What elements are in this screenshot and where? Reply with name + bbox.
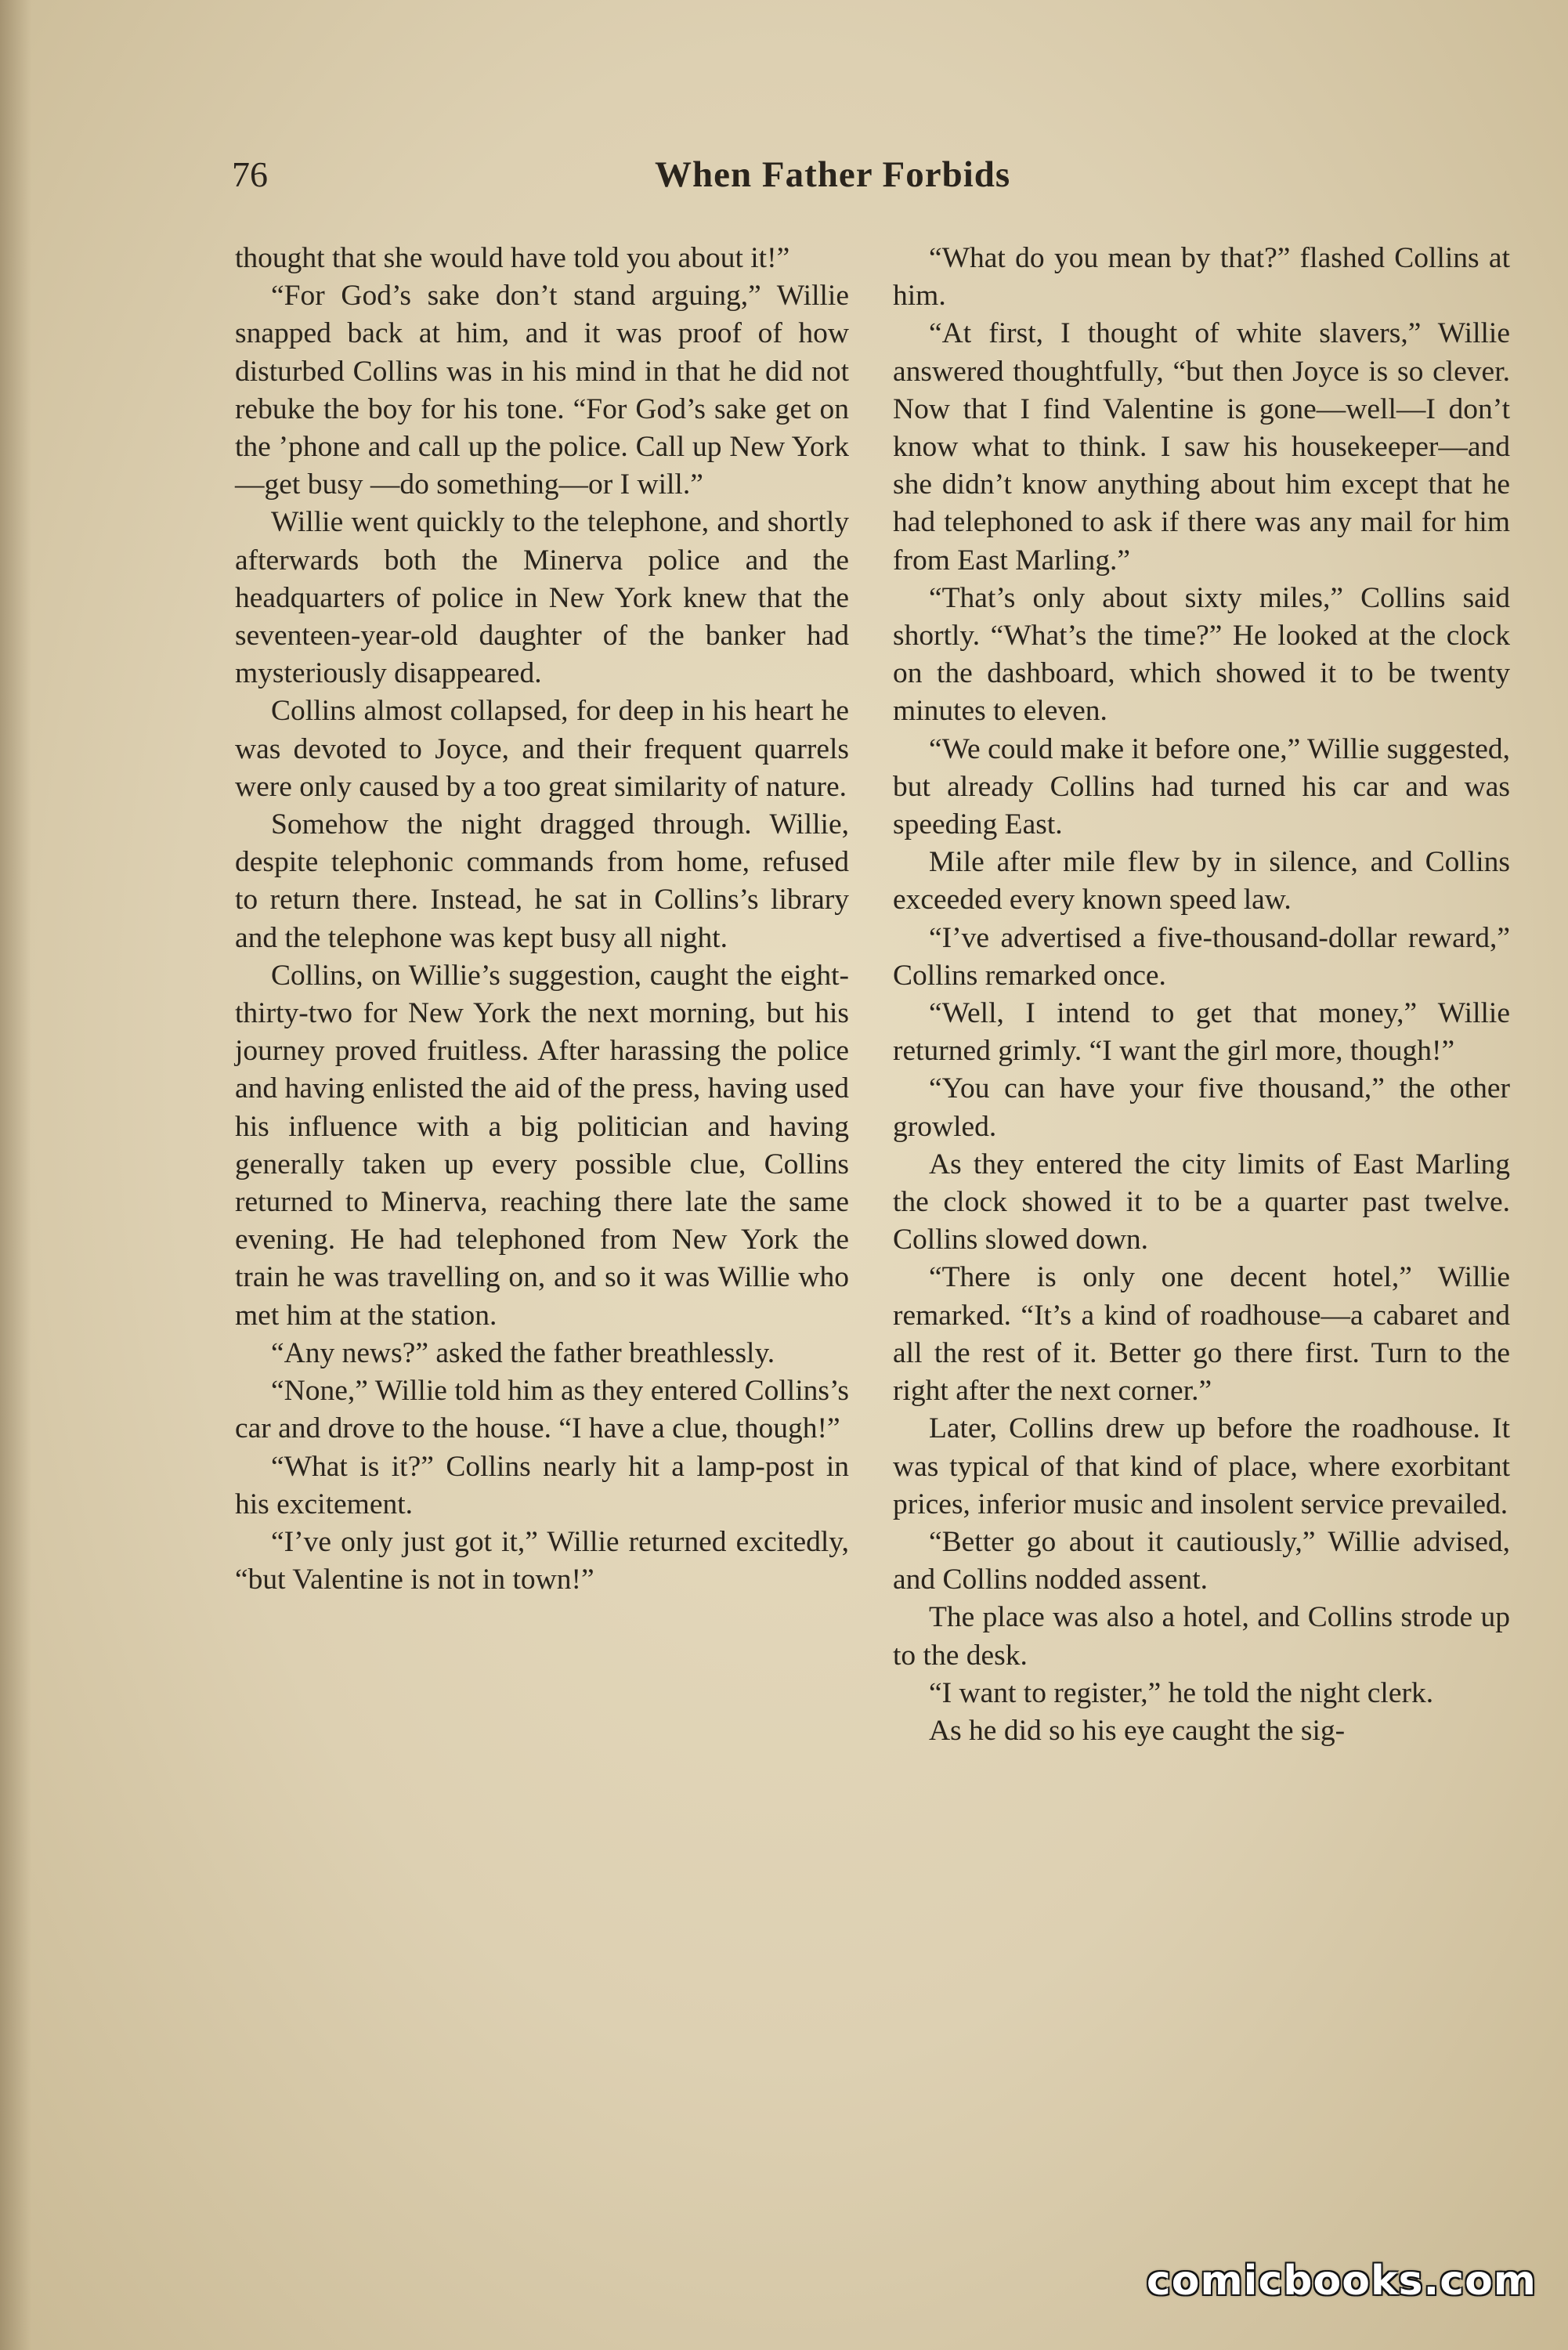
paragraph: Collins, on Willie’s suggestion, caught the eight-thirty-two for New York the next morning, but his journey proved fruitless. After harassing the police and having enlisted the aid of the press, having used his influence with a big politician and having generally taken up every possible clue, Collins returned to Minerva, reaching there late the same evening. He had telephoned from New York the train he was travelling on, and so it was Willie who met him at the station. (235, 959, 849, 1332)
paragraph: thought that she would have told you about it!” (235, 242, 790, 274)
paragraph: “I want to register,” he told the night clerk. (929, 1676, 1434, 1709)
paragraph: “Well, I intend to get that money,” Willie returned grimly. “I want the girl more, though!” (893, 997, 1510, 1068)
paragraph: Willie went quickly to the telephone, and shortly afterwards both the Minerva police and the headquarters of police in New York knew that the seventeen-year-old daughter of the banker had mysteriously disappeared. (235, 506, 849, 690)
left-column (235, 240, 849, 1599)
paragraph: Collins almost collapsed, for deep in his heart he was devoted to Joyce, and their frequent quarrels were only caused by a too great similarity of nature. (235, 695, 849, 803)
paragraph: Mile after mile flew by in silence, and Collins exceeded every known speed law. (893, 846, 1510, 916)
paragraph: “What is it?” Collins nearly hit a lamp-post in his excitement. (235, 1450, 849, 1520)
paragraph: “Better go about it cautiously,” Willie advised, and Collins nodded assent. (893, 1525, 1510, 1596)
paragraph: Later, Collins drew up before the roadhouse. It was typical of that kind of place, where exorbitant prices, inferior music and insolent service prevailed. (893, 1412, 1510, 1520)
page-header (232, 154, 1508, 208)
paragraph: “For God’s sake don’t stand arguing,” Willie snapped back at him, and it was proof of how disturbed Collins was in his mind in that he did not rebuke the boy for his tone. “For God’s sake get on the ’phone and call up the police. Call up New York—get busy —do something—or I will.” (235, 280, 849, 501)
paragraph: As they entered the city limits of East Marling the clock showed it to be a quarter past twelve. Collins slowed down. (893, 1148, 1510, 1256)
paragraph: As he did so his eye caught the sig- (929, 1714, 1346, 1747)
running-title: When Father Forbids (655, 154, 1011, 195)
paragraph: “I’ve only just got it,” Willie returned excitedly, “but Valentine is not in town!” (235, 1525, 849, 1596)
paragraph: “What do you mean by that?” flashed Collins at him. (893, 242, 1510, 313)
paragraph: Somehow the night dragged through. Willie, despite telephonic commands from home, refused to return there. Instead, he sat in Collins’s library and the telephone was kept busy all night. (235, 808, 849, 954)
paragraph: “That’s only about sixty miles,” Collins said shortly. “What’s the time?” He looked at the clock on the dashboard, which showed it to be twenty minutes to eleven. (893, 581, 1510, 728)
paragraph: The place was also a hotel, and Collins strode up to the desk. (893, 1601, 1510, 1672)
paragraph: “I’ve advertised a five-thousand-dollar reward,” Collins remarked once. (893, 921, 1510, 992)
paragraph: “At first, I thought of white slavers,” Willie answered thoughtfully, “but then Joyce is so clever. Now that I find Valentine is gone—well—I don’t know what to think. I saw his housekeeper—and she didn’t know anything about him except that he had telephoned to ask if there was any mail for him from East Marling.” (893, 317, 1510, 577)
paragraph: “You can have your five thousand,” the other growled. (893, 1072, 1510, 1143)
paragraph: “There is only one decent hotel,” Willie remarked. “It’s a kind of roadhouse—a cabaret and all the rest of it. Better go there first. Turn to the right after the next corner.” (893, 1261, 1510, 1408)
watermark: comicbooks.com (1146, 2258, 1537, 2305)
right-column (893, 240, 1510, 1750)
page-number: 76 (232, 154, 268, 194)
spine-shadow (0, 0, 31, 2350)
paragraph: “Any news?” asked the father breathlessly. (271, 1336, 775, 1369)
paragraph: “We could make it before one,” Willie suggested, but already Collins had turned his car and was speeding East. (893, 732, 1510, 841)
paragraph: “None,” Willie told him as they entered Collins’s car and drove to the house. “I have a clue, though!” (235, 1375, 849, 1445)
